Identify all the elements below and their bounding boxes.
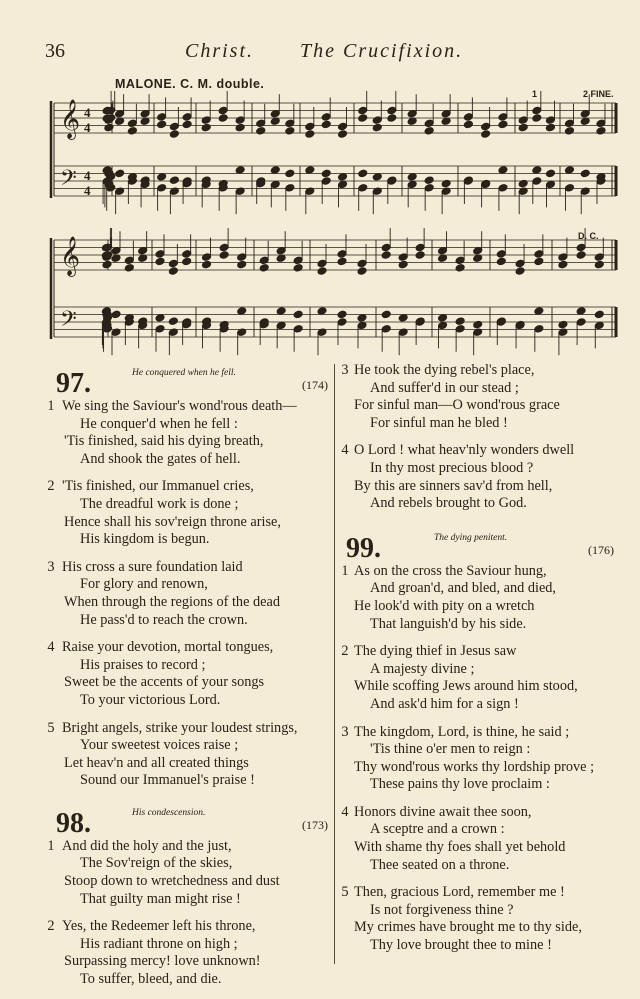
verse-text: To suffer, bleed, and die. <box>80 971 222 988</box>
verse-text: While scoffing Jews around him stood, <box>354 678 578 695</box>
stanza-number: 4 <box>341 803 349 820</box>
stanza-number: 1 <box>341 562 349 579</box>
stanza-number: 4 <box>341 442 349 459</box>
verse-line <box>40 639 336 657</box>
verse-line <box>40 612 336 630</box>
verse-line <box>336 804 620 822</box>
verse-text: Raise your devotion, mortal tongues, <box>62 639 274 656</box>
stanza-number: 1 <box>47 398 55 414</box>
verse-line <box>40 478 336 496</box>
verse-text: He conquer'd when he fell : <box>80 415 238 432</box>
verse-text: For sinful man—O wond'rous grace <box>354 397 560 414</box>
verse-text: For glory and renown, <box>80 576 208 593</box>
verse-text: And rebels brought to God. <box>370 495 527 512</box>
verse-text: He took the dying rebel's place, <box>354 362 535 378</box>
verse-text: Surpassing mercy! love unknown! <box>64 953 261 970</box>
svg-text:4: 4 <box>84 105 91 120</box>
verse-line <box>336 821 620 839</box>
verse-line <box>336 616 620 634</box>
verse-line <box>40 692 336 710</box>
music-score <box>0 0 640 360</box>
verse-text: And suffer'd in our stead ; <box>370 379 519 396</box>
verse-line <box>336 919 620 937</box>
verse-line <box>40 737 336 755</box>
verse-text: His kingdom is begun. <box>80 531 210 548</box>
verse-text: He pass'd to reach the crown. <box>80 611 248 628</box>
verse-text: O Lord ! what heav'nly wonders dwell <box>354 442 575 459</box>
verse-text: Is not forgiveness thine ? <box>370 901 514 918</box>
verse-text: Your sweetest voices raise ; <box>80 737 239 754</box>
hymn-subject: His condescension. <box>132 807 206 818</box>
hymn-reference: (176) <box>588 542 614 557</box>
verse-line <box>336 415 620 433</box>
verse-line <box>40 559 336 577</box>
stanza-number: 3 <box>341 362 349 378</box>
verse-text: The dreadful work is done ; <box>80 495 239 512</box>
stanza-number: 4 <box>47 639 55 656</box>
verse-line <box>336 598 620 616</box>
verse-line <box>40 720 336 738</box>
stanza <box>336 563 620 633</box>
stanza-number: 3 <box>341 723 349 740</box>
verse-line <box>40 772 336 790</box>
stanza-number: 2 <box>47 918 55 935</box>
verse-line <box>40 451 336 469</box>
verse-text: We sing the Saviour's wond'rous death— <box>62 398 297 414</box>
stanza-number: 2 <box>341 643 349 660</box>
verse-line <box>336 495 620 513</box>
stanza <box>40 639 336 709</box>
verse-text: The Sov'reign of the skies, <box>80 855 233 872</box>
hymn <box>336 362 620 513</box>
verse-text: 'Tis finished, our Immanuel cries, <box>62 478 254 495</box>
running-title-section: Christ. <box>185 40 255 62</box>
stanza <box>40 398 336 468</box>
stanza-number: 5 <box>47 719 55 736</box>
verse-line <box>40 838 336 856</box>
stanza <box>40 478 336 548</box>
verse-line <box>40 657 336 675</box>
verse-line <box>40 398 336 416</box>
verse-line <box>40 433 336 451</box>
hymn <box>40 802 336 989</box>
verse-text: Thy love brought thee to mine ! <box>370 937 552 954</box>
hymn-number: 99. <box>346 532 381 564</box>
page-number: 36 <box>45 40 65 62</box>
verse-line <box>40 594 336 612</box>
svg-text:4: 4 <box>84 183 91 198</box>
verse-line <box>40 855 336 873</box>
verse-text: And groan'd, and bled, and died, <box>370 580 557 597</box>
verse-text: His praises to record ; <box>80 656 206 673</box>
hymn-number: 97. <box>56 368 91 399</box>
svg-text:𝄢: 𝄢 <box>60 166 77 196</box>
hymn-heading <box>336 527 620 563</box>
verse-line <box>40 953 336 971</box>
verse-line <box>336 857 620 875</box>
verse-text: Then, gracious Lord, remember me ! <box>354 884 565 901</box>
verse-text: And shook the gates of hell. <box>80 450 241 467</box>
tune-title: MALONE. C. M. double. <box>115 77 265 91</box>
first-ending-mark: 1 <box>532 89 538 99</box>
stanza <box>336 804 620 874</box>
verse-text: Yes, the Redeemer left his throne, <box>62 918 256 935</box>
stanza-number: 3 <box>47 558 55 575</box>
verse-line <box>336 563 620 581</box>
hymn-reference: (174) <box>302 378 328 392</box>
verse-text: Thy wond'rous works thy lordship prove ; <box>354 758 595 775</box>
da-capo-mark: D. C. <box>578 231 599 241</box>
verse-line <box>336 724 620 742</box>
verse-line <box>336 759 620 777</box>
hymn-heading <box>40 802 336 838</box>
verse-text: To your victorious Lord. <box>80 691 221 708</box>
second-ending-fine-mark: 2 FINE. <box>583 89 614 99</box>
verse-line <box>336 362 620 380</box>
svg-text:𝄢: 𝄢 <box>60 307 77 337</box>
verse-line <box>40 496 336 514</box>
verse-line <box>40 971 336 989</box>
hymn <box>336 527 620 955</box>
verse-line <box>40 891 336 909</box>
verse-line <box>40 576 336 594</box>
verse-text: By this are sinners sav'd from hell, <box>354 477 553 494</box>
verse-line <box>336 902 620 920</box>
verse-line <box>40 531 336 549</box>
running-title-topic: The Crucifixion. <box>300 40 464 62</box>
verse-line <box>40 674 336 692</box>
svg-text:𝄞: 𝄞 <box>60 99 81 139</box>
stanza-number: 1 <box>47 837 55 854</box>
verse-text: My crimes have brought me to thy side, <box>354 919 582 936</box>
verse-text: A sceptre and a crown : <box>370 821 505 838</box>
stanza <box>40 838 336 908</box>
verse-line <box>336 397 620 415</box>
verse-text: As on the cross the Saviour hung, <box>354 562 547 579</box>
verse-text: For sinful man he bled ! <box>370 414 508 431</box>
svg-text:4: 4 <box>84 120 91 135</box>
verse-text: A majesty divine ; <box>370 660 475 677</box>
hymn-number: 98. <box>56 807 91 839</box>
stanza-number: 2 <box>47 478 55 495</box>
stanza <box>336 724 620 794</box>
verse-line <box>40 416 336 434</box>
verse-line <box>336 661 620 679</box>
left-column <box>40 362 336 999</box>
stanza <box>336 884 620 954</box>
verse-text: Sound our Immanuel's praise ! <box>80 772 255 789</box>
verse-line <box>336 776 620 794</box>
hymn-heading <box>40 362 336 398</box>
stanza-number: 5 <box>341 884 349 901</box>
hymn-subject: The dying penitent. <box>434 532 508 543</box>
stanza <box>336 643 620 713</box>
hymn <box>40 362 336 790</box>
hymn-subject: He conquered when he fell. <box>132 368 236 378</box>
svg-text:𝄞: 𝄞 <box>60 236 81 276</box>
verse-line <box>336 884 620 902</box>
verse-text: His radiant throne on high ; <box>80 935 238 952</box>
verse-text: 'Tis thine o'er men to reign : <box>370 741 531 758</box>
stanza <box>336 362 620 432</box>
verse-line <box>336 696 620 714</box>
verse-text: Let heav'n and all created things <box>64 754 249 771</box>
stanza <box>40 559 336 629</box>
verse-text: He look'd with pity on a wretch <box>354 597 535 614</box>
verse-line <box>40 514 336 532</box>
verse-text: And did the holy and the just, <box>62 837 232 854</box>
verse-text: With shame thy foes shall yet behold <box>354 839 566 856</box>
stanza <box>336 442 620 512</box>
verse-text: The kingdom, Lord, is thine, he said ; <box>354 723 570 740</box>
verse-line <box>40 936 336 954</box>
verse-text: Stoop down to wretchedness and dust <box>64 873 280 890</box>
verse-line <box>336 380 620 398</box>
verse-text: That languish'd by his side. <box>370 615 527 632</box>
verse-line <box>336 442 620 460</box>
verse-line <box>336 678 620 696</box>
verse-text: Sweet be the accents of your songs <box>64 674 265 691</box>
verse-text: Thee seated on a throne. <box>370 856 510 873</box>
verse-line <box>40 918 336 936</box>
stanza <box>40 918 336 988</box>
verse-line <box>336 937 620 955</box>
verse-line <box>40 873 336 891</box>
verse-text: That guilty man might rise ! <box>80 890 241 907</box>
verse-line <box>336 741 620 759</box>
verse-line <box>40 755 336 773</box>
verse-text: These pains thy love proclaim : <box>370 776 550 793</box>
verse-line <box>336 580 620 598</box>
stanza <box>40 720 336 790</box>
verse-text: In thy most precious blood ? <box>370 459 534 476</box>
verse-text: Hence shall his sov'reign throne arise, <box>64 513 281 530</box>
verse-text: Honors divine await thee soon, <box>354 803 532 820</box>
verse-text: 'Tis finished, said his dying breath, <box>64 433 264 450</box>
verse-line <box>336 643 620 661</box>
verse-text: His cross a sure foundation laid <box>62 558 243 575</box>
verse-text: The dying thief in Jesus saw <box>354 643 517 660</box>
verse-line <box>336 460 620 478</box>
verse-line <box>336 839 620 857</box>
svg-text:4: 4 <box>84 168 91 183</box>
verse-text: Bright angels, strike your loudest strings, <box>62 719 298 736</box>
right-column <box>336 362 620 965</box>
verse-text: When through the regions of the dead <box>64 593 280 610</box>
verse-text: And ask'd him for a sign ! <box>370 695 519 712</box>
hymn-reference: (173) <box>302 817 328 832</box>
verse-line <box>336 478 620 496</box>
